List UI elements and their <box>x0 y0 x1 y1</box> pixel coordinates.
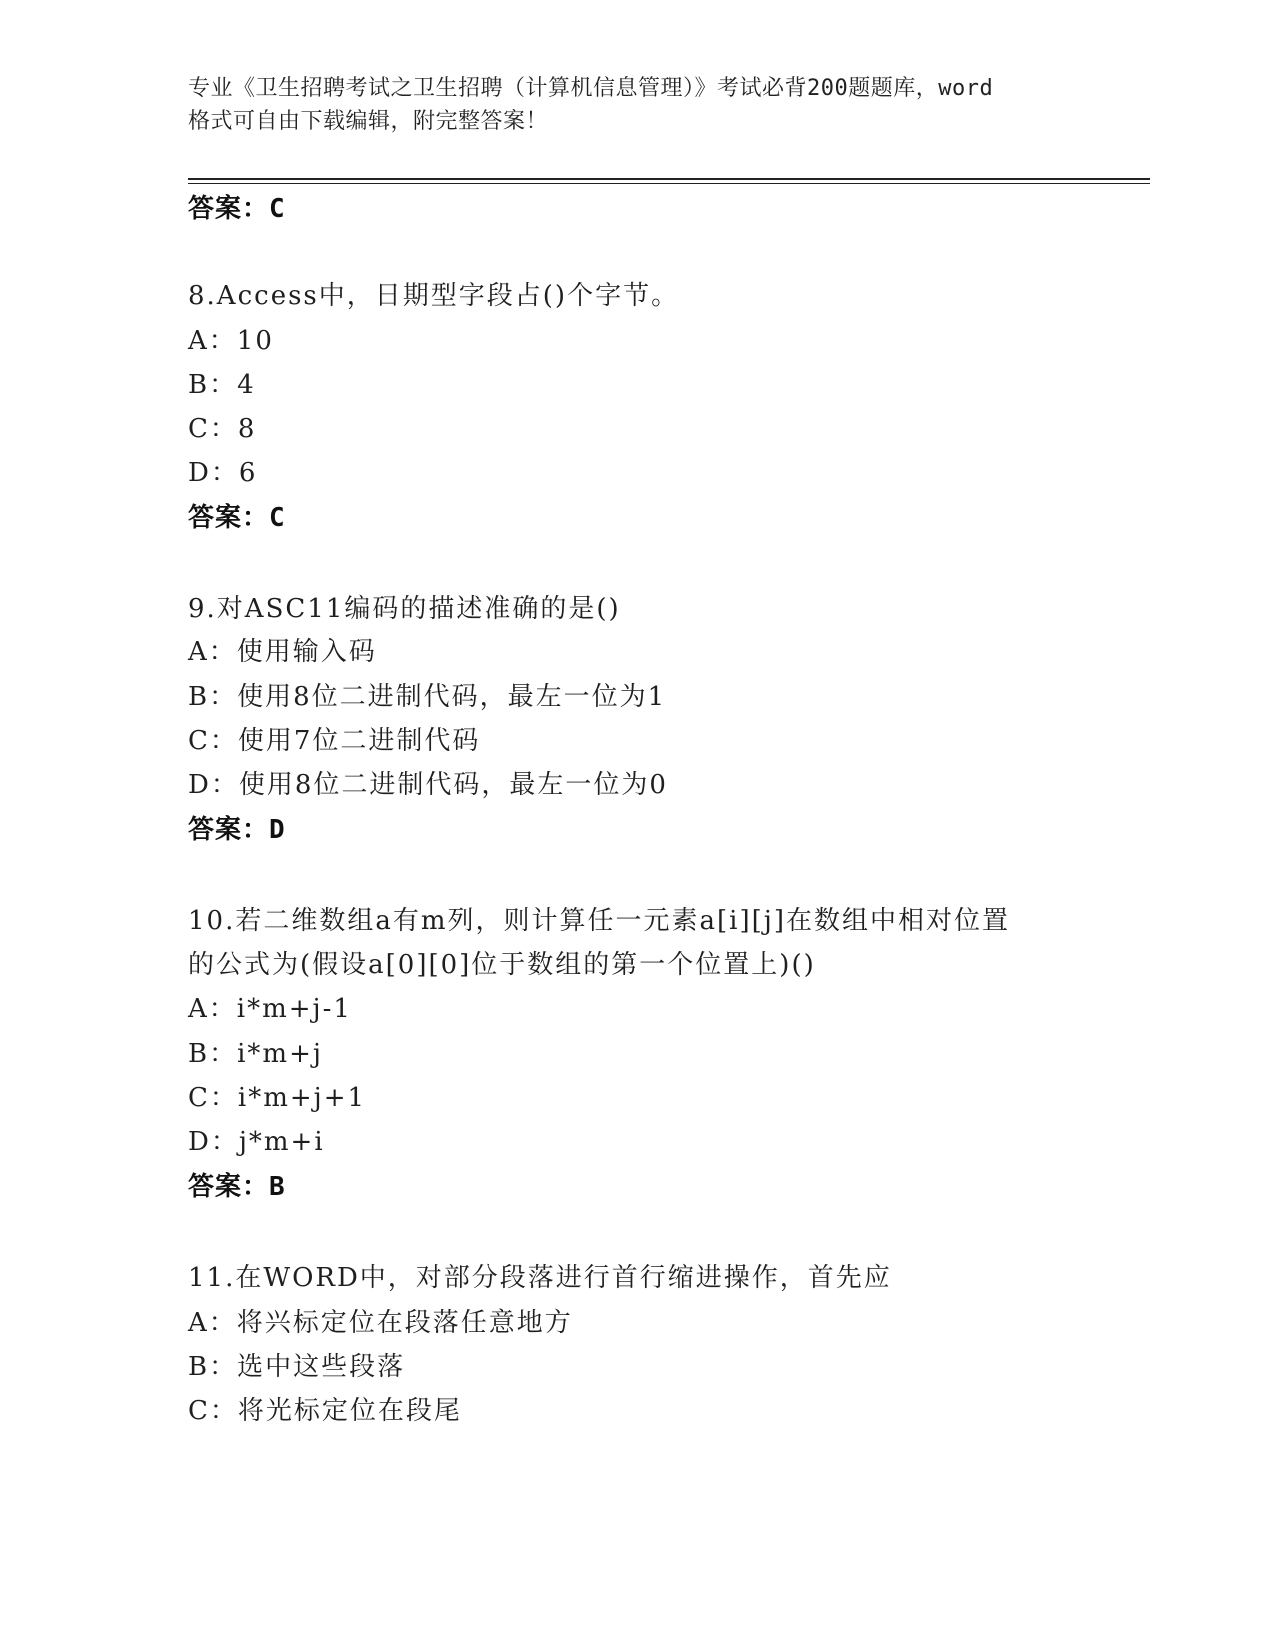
question-9-option-b: B：使用8位二进制代码，最左一位为1 <box>188 682 667 712</box>
question-9-option-d: D：使用8位二进制代码，最左一位为0 <box>188 770 668 800</box>
question-8-option-d: D：6 <box>188 458 258 488</box>
question-8-answer: 答案：C <box>188 503 286 533</box>
question-8-option-c: C：8 <box>188 414 257 444</box>
question-10-option-c: C：i*m+j+1 <box>188 1083 367 1113</box>
question-8-option-b: B：4 <box>188 370 256 400</box>
question-10-stem-line-2: 的公式为(假设a[0][0]位于数组的第一个位置上)() <box>188 950 816 980</box>
question-11-option-c: C：将光标定位在段尾 <box>188 1396 462 1426</box>
question-11-option-a: A：将兴标定位在段落任意地方 <box>188 1308 573 1338</box>
question-11-stem: 11.在WORD中，对部分段落进行首行缩进操作，首先应 <box>188 1263 892 1293</box>
previous-answer: 答案：C <box>188 194 286 224</box>
question-8-option-a: A：10 <box>188 326 274 356</box>
document-header <box>188 72 1088 138</box>
question-10-option-a: A：i*m+j-1 <box>188 994 352 1024</box>
header-line-1: 专业《卫生招聘考试之卫生招聘（计算机信息管理）》考试必背200题题库，word <box>188 76 994 101</box>
header-line-2: 格式可自由下载编辑，附完整答案！ <box>188 109 549 134</box>
header-rule-thin <box>188 183 1150 184</box>
question-9-answer: 答案：D <box>188 815 286 845</box>
question-10-stem-line-1: 10.若二维数组a有m列，则计算任一元素a[i][j]在数组中相对位置 <box>188 906 1010 936</box>
header-rule-thick <box>188 178 1150 180</box>
question-9-option-a: A：使用输入码 <box>188 637 377 667</box>
question-11-option-b: B：选中这些段落 <box>188 1352 406 1382</box>
question-9-stem: 9.对ASC11编码的描述准确的是() <box>188 594 621 624</box>
question-9-option-c: C：使用7位二进制代码 <box>188 726 481 756</box>
question-10-option-d: D：j*m+i <box>188 1127 325 1157</box>
question-8-stem: 8.Access中，日期型字段占()个字节。 <box>188 281 680 311</box>
question-10-option-b: B：i*m+j <box>188 1039 323 1069</box>
question-10-answer: 答案：B <box>188 1172 286 1202</box>
